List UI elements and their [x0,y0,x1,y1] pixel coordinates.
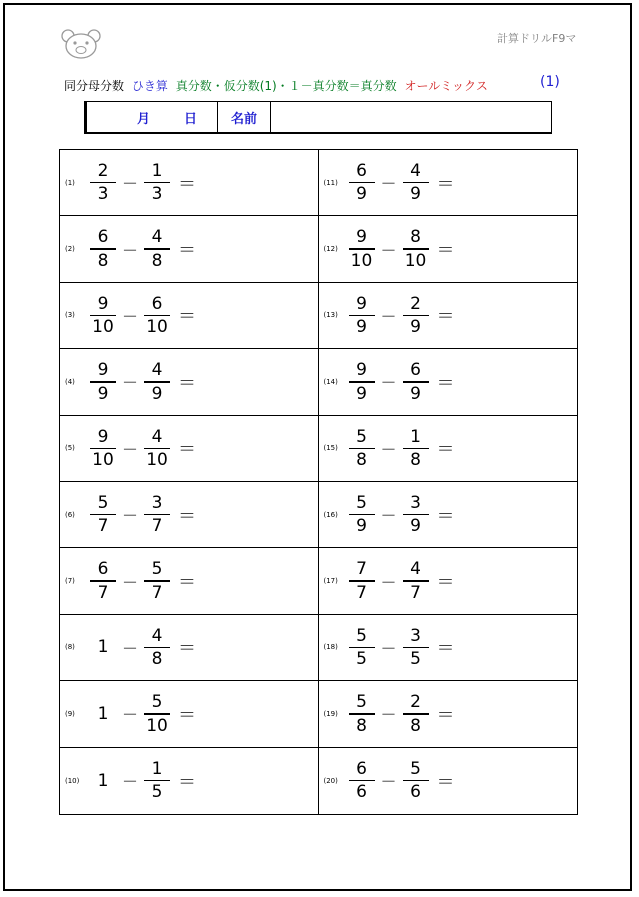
name-label: 名前 [218,102,271,132]
numerator: 8 [410,227,421,248]
minus-sign: － [122,572,139,592]
denominator: 7 [97,516,109,537]
fraction [90,493,116,536]
problem-number: (15) [323,444,338,453]
problem-expression [349,349,455,414]
fraction [403,161,429,204]
equals-sign: ＝ [178,372,197,394]
numerator: 9 [97,426,109,447]
equals-sign: ＝ [178,439,197,461]
title-part-operation: ひき算 [131,79,168,93]
numerator: 6 [97,559,109,580]
fraction [90,227,116,270]
bear-face-icon [59,28,103,60]
problem-expression [90,615,196,680]
whole-number: 1 [97,637,109,658]
minus-sign: － [380,373,397,393]
numerator: 5 [356,625,367,646]
fraction-bar [349,780,375,781]
equals-sign: ＝ [178,505,197,527]
problem-number: (8) [65,643,75,652]
fraction [403,759,429,802]
fraction-bar [144,248,170,249]
worksheet-title [64,77,492,94]
numerator: 5 [151,559,163,580]
numerator: 3 [151,493,163,513]
fraction [349,759,375,802]
fraction-bar [349,448,375,449]
fraction [349,427,375,470]
problem-number: (14) [323,377,338,386]
fraction [403,626,429,669]
numerator: 2 [410,692,421,713]
problem-cell [60,216,319,282]
numerator: 6 [356,161,367,181]
minus-sign: － [380,506,397,526]
denominator: 10 [404,250,427,271]
fraction-bar [144,448,170,449]
denominator: 9 [410,184,421,205]
denominator: 10 [146,449,168,470]
fraction [403,692,429,735]
date-cell[interactable] [87,102,218,132]
fraction-bar [144,514,170,515]
problem-number: (3) [65,311,75,320]
fraction-bar [144,315,170,316]
numerator: 9 [97,360,109,381]
fraction [349,294,375,337]
denominator: 5 [356,649,367,670]
fraction-bar [90,580,116,581]
fraction [403,294,429,337]
fraction-bar [403,580,429,581]
denominator: 8 [97,250,109,271]
problem-number: (19) [323,709,338,718]
fraction [144,692,170,735]
fraction [403,493,429,536]
denominator: 7 [151,582,163,603]
denominator: 9 [410,317,421,338]
fraction [349,493,375,536]
numerator: 3 [410,493,421,513]
numerator: 2 [410,293,421,314]
numerator: 5 [97,493,109,513]
equals-sign: ＝ [178,306,197,328]
minus-sign: － [122,638,139,658]
problem-cell [60,150,319,216]
title-part-topic: 同分母分数 [64,79,125,93]
fraction [349,161,375,204]
title-part-type: 真分数・仮分数(1)・１－真分数＝真分数 [175,79,397,93]
problem-cell [319,615,578,681]
fraction-bar [403,713,429,714]
denominator: 7 [410,582,421,603]
problem-number: (6) [65,510,75,519]
denominator: 7 [356,582,367,603]
numerator: 4 [151,360,163,381]
fraction [349,227,375,270]
problem-cell [319,216,578,282]
fraction [144,227,170,270]
numerator: 2 [97,161,109,181]
numerator: 9 [97,293,109,314]
problem-cell [319,349,578,415]
problem-number: (11) [323,178,338,187]
equals-sign: ＝ [436,505,455,527]
problem-number: (1) [65,178,75,187]
problem-expression [90,748,196,814]
fraction [90,161,116,204]
numerator: 6 [97,227,109,248]
fraction-bar [403,448,429,449]
denominator: 9 [97,383,109,404]
denominator: 5 [410,649,421,670]
day-label: 日 [184,111,198,127]
denominator: 10 [92,317,114,338]
fraction-bar [403,182,429,183]
problem-cell [60,748,319,814]
problem-cell [60,349,319,415]
minus-sign: － [380,240,397,260]
problem-expression [349,615,455,680]
problem-number: (10) [65,776,80,785]
fraction [144,493,170,536]
problem-expression [349,283,455,348]
denominator: 3 [151,184,163,205]
numerator: 7 [356,559,367,580]
fraction [349,692,375,735]
problem-number: (7) [65,577,75,586]
denominator: 9 [356,383,367,404]
problem-number: (16) [323,510,338,519]
fraction-bar [90,448,116,449]
denominator: 6 [410,782,421,803]
denominator: 9 [151,383,163,404]
equals-sign: ＝ [178,240,197,262]
denominator: 7 [97,582,109,603]
problem-cell [319,748,578,814]
problem-cell [60,283,319,349]
minus-sign: － [122,506,139,526]
problem-cell [319,150,578,216]
brand-label: 計算ドリルF9マ [497,32,577,45]
denominator: 10 [146,317,168,338]
problem-expression [90,482,196,547]
denominator: 8 [356,715,367,736]
fraction-bar [349,647,375,648]
problem-cell [319,681,578,747]
whole-number: 1 [97,703,109,724]
problem-number: (4) [65,377,75,386]
fraction-bar [144,647,170,648]
problem-cell [60,681,319,747]
fraction-bar [90,248,116,249]
equals-sign: ＝ [436,572,455,594]
fraction-bar [403,780,429,781]
denominator: 8 [410,449,421,470]
problem-expression [90,681,196,746]
fraction-bar [349,713,375,714]
equals-sign: ＝ [178,704,197,726]
numerator: 4 [151,426,163,447]
denominator: 10 [146,715,168,736]
problem-expression [349,150,455,215]
equals-sign: ＝ [436,240,455,262]
minus-sign: － [380,705,397,725]
problem-expression [90,548,196,613]
numerator: 4 [151,625,163,646]
denominator: 5 [151,782,163,803]
problem-grid [59,149,578,815]
fraction [144,161,170,204]
equals-sign: ＝ [178,638,197,660]
fraction-bar [403,647,429,648]
equals-sign: ＝ [436,704,455,726]
whole-number: 1 [97,770,109,791]
problem-expression [90,416,196,481]
equals-sign: ＝ [178,173,197,195]
denominator: 9 [410,516,421,537]
numerator: 1 [151,161,163,181]
equals-sign: ＝ [178,771,197,793]
problem-cell [60,416,319,482]
fraction-bar [349,182,375,183]
fraction [144,427,170,470]
equals-sign: ＝ [178,572,197,594]
fraction [349,626,375,669]
problem-expression [349,216,455,281]
numerator: 4 [410,161,421,181]
numerator: 9 [356,360,367,381]
problem-cell [60,615,319,681]
numerator: 6 [356,759,367,780]
numerator: 4 [151,227,163,248]
fraction-bar [403,381,429,382]
denominator: 8 [410,715,421,736]
fraction-bar [144,182,170,183]
fraction [144,626,170,669]
problem-expression [349,482,455,547]
fraction-bar [90,315,116,316]
minus-sign: － [380,439,397,459]
fraction [144,559,170,602]
minus-sign: － [380,306,397,326]
minus-sign: － [380,174,397,194]
title-part-mix: オールミックス [404,79,488,93]
fraction-bar [144,713,170,714]
denominator: 10 [350,250,373,271]
fraction-bar [144,381,170,382]
fraction [349,559,375,602]
name-field[interactable] [271,102,551,132]
minus-sign: － [122,439,139,459]
minus-sign: － [122,705,139,725]
minus-sign: － [380,638,397,658]
problem-expression [90,216,196,281]
numerator: 3 [410,625,421,646]
problem-expression [90,150,196,215]
fraction [403,559,429,602]
denominator: 10 [92,449,114,470]
problem-number: (20) [323,776,338,785]
equals-sign: ＝ [436,771,455,793]
denominator: 9 [356,516,367,537]
fraction-bar [349,248,375,249]
problem-number: (12) [323,245,338,254]
minus-sign: － [122,373,139,393]
fraction [403,427,429,470]
name-date-box [84,101,552,134]
numerator: 5 [151,692,163,713]
problem-expression [349,416,455,481]
fraction [144,360,170,403]
problem-expression [349,548,455,613]
problem-cell [319,416,578,482]
fraction-bar [349,315,375,316]
equals-sign: ＝ [436,439,455,461]
fraction-bar [90,182,116,183]
numerator: 5 [410,759,421,780]
fraction [90,294,116,337]
denominator: 7 [151,516,163,537]
fraction-bar [403,248,429,249]
fraction [403,227,429,270]
fraction-bar [144,580,170,581]
problem-number: (5) [65,444,75,453]
fraction-bar [144,780,170,781]
numerator: 6 [410,360,421,381]
fraction [144,294,170,337]
problem-number: (2) [65,245,75,254]
equals-sign: ＝ [436,306,455,328]
minus-sign: － [122,306,139,326]
denominator: 6 [356,782,367,803]
fraction [144,759,170,802]
fraction-bar [349,381,375,382]
minus-sign: － [122,240,139,260]
problem-expression [349,681,455,746]
equals-sign: ＝ [436,173,455,195]
problem-number: (9) [65,709,75,718]
numerator: 5 [356,692,367,713]
problem-cell [319,283,578,349]
problem-number: (17) [323,577,338,586]
fraction [90,559,116,602]
minus-sign: － [122,772,139,792]
minus-sign: － [122,174,139,194]
sheet-number: (1) [540,74,560,90]
month-label: 月 [137,111,151,127]
fraction [403,360,429,403]
fraction-bar [349,580,375,581]
fraction [90,427,116,470]
numerator: 9 [356,293,367,314]
minus-sign: － [380,572,397,592]
problem-expression [90,349,196,414]
denominator: 8 [151,649,163,670]
denominator: 9 [356,317,367,338]
numerator: 5 [356,426,367,447]
problem-cell [60,548,319,614]
minus-sign: － [380,772,397,792]
numerator: 5 [356,493,367,513]
numerator: 9 [356,227,367,248]
denominator: 8 [151,250,163,271]
fraction-bar [349,514,375,515]
fraction-bar [90,381,116,382]
fraction-bar [403,514,429,515]
problem-expression [349,748,455,814]
numerator: 4 [410,559,421,580]
denominator: 8 [356,449,367,470]
problem-expression [90,283,196,348]
equals-sign: ＝ [436,638,455,660]
denominator: 9 [356,184,367,205]
denominator: 3 [97,184,109,205]
denominator: 9 [410,383,421,404]
fraction [349,360,375,403]
problem-number: (18) [323,643,338,652]
numerator: 1 [151,759,163,780]
problem-cell [60,482,319,548]
numerator: 1 [410,426,421,447]
fraction [90,360,116,403]
fraction-bar [403,315,429,316]
fraction-bar [90,514,116,515]
problem-cell [319,482,578,548]
problem-number: (13) [323,311,338,320]
problem-cell [319,548,578,614]
equals-sign: ＝ [436,372,455,394]
numerator: 6 [151,293,163,314]
